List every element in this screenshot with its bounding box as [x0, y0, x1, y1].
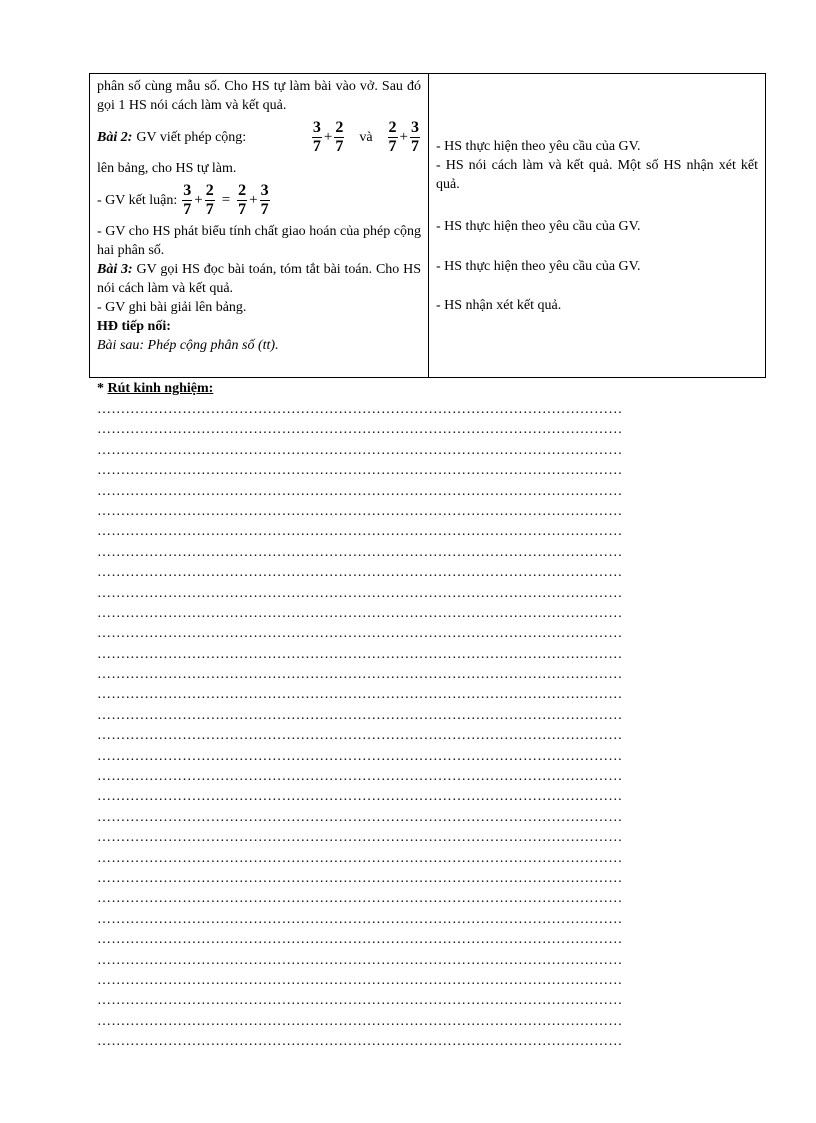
dotted-line: ………………………………………………………………………………………………… [97, 626, 623, 642]
teacher-activities-column [90, 74, 429, 377]
paragraph-board: lên bảng, cho HS tự làm. [97, 161, 237, 176]
dotted-line: ………………………………………………………………………………………………… [97, 748, 623, 764]
dotted-line: ………………………………………………………………………………………………… [97, 769, 623, 785]
plus-sign: + [249, 191, 258, 208]
dotted-line: ………………………………………………………………………………………………… [97, 1013, 623, 1029]
dotted-line: ………………………………………………………………………………………………… [97, 972, 623, 988]
dotted-line: ………………………………………………………………………………………………… [97, 503, 623, 519]
student-activity-5: - HS nhận xét kết quả. [436, 298, 562, 313]
student-activity-1: - HS thực hiện theo yêu cầu của GV. [436, 139, 641, 154]
notes-title [97, 381, 213, 397]
paragraph-intro: phân số cùng mẫu số. Cho HS tự làm bài vào vở. Sau đó gọi 1 HS nói cách làm và kết quả. [97, 79, 421, 113]
next-lesson: Bài sau: Phép cộng phân số (tt). [97, 338, 279, 353]
bai2-text: GV viết phép cộng: [136, 129, 247, 145]
dotted-line: ………………………………………………………………………………………………… [97, 993, 623, 1009]
dotted-line: ………………………………………………………………………………………………… [97, 463, 623, 479]
notes-star: * [97, 381, 104, 396]
dotted-line: ………………………………………………………………………………………………… [97, 809, 623, 825]
fraction-2-7: $\frac{2}{7}$ [388, 118, 397, 155]
dotted-line: ………………………………………………………………………………………………… [97, 442, 623, 458]
plus-sign: + [194, 191, 203, 208]
dotted-line: ………………………………………………………………………………………………… [97, 891, 623, 907]
bai3-label: Bài 3: [97, 262, 133, 277]
dotted-line: ………………………………………………………………………………………………… [97, 932, 623, 948]
dotted-line: ………………………………………………………………………………………………… [97, 870, 623, 886]
fraction-2-7: $\frac{2}{7}$ [335, 118, 344, 155]
dotted-line: ………………………………………………………………………………………………… [97, 667, 623, 683]
dotted-line: ………………………………………………………………………………………………… [97, 585, 623, 601]
paragraph-solution: - GV ghi bài giải lên bảng. [97, 300, 247, 315]
paragraph-property: - GV cho HS phát biểu tính chất giao hoán của phép cộng hai phân số. [97, 224, 421, 258]
dotted-line: ………………………………………………………………………………………………… [97, 789, 623, 805]
student-activity-4: - HS thực hiện theo yêu cầu của GV. [436, 259, 641, 274]
and-word: và [359, 129, 373, 145]
dotted-line: ………………………………………………………………………………………………… [97, 483, 623, 499]
dotted-line: ………………………………………………………………………………………………… [97, 646, 623, 662]
lesson-table [89, 73, 766, 378]
fraction-3-7: $\frac{3}{7}$ [183, 181, 192, 218]
dotted-line: ………………………………………………………………………………………………… [97, 850, 623, 866]
dotted-line: ………………………………………………………………………………………………… [97, 402, 623, 417]
fraction-3-7: $\frac{3}{7}$ [260, 181, 269, 218]
dotted-line: ………………………………………………………………………………………………… [97, 544, 623, 560]
dotted-line: ………………………………………………………………………………………………… [97, 524, 623, 540]
next-activity-title: HĐ tiếp nối: [97, 319, 171, 334]
plus-sign: + [323, 128, 333, 145]
dotted-line: ………………………………………………………………………………………………… [97, 728, 623, 744]
dotted-line: ………………………………………………………………………………………………… [97, 687, 623, 703]
dotted-line: ………………………………………………………………………………………………… [97, 605, 623, 621]
bai3-text: GV gọi HS đọc bài toán, tóm tắt bài toán. Cho HS nói cách làm và kết quả. [97, 262, 422, 296]
student-activities-column [429, 74, 765, 377]
paragraph-bai3 [97, 260, 421, 298]
dotted-line: ………………………………………………………………………………………………… [97, 911, 623, 927]
equals-sign: = [221, 191, 231, 208]
bai2-line [97, 115, 421, 159]
bai2-label: Bài 2: [97, 129, 133, 145]
dotted-line: ………………………………………………………………………………………………… [97, 422, 623, 438]
dotted-line: ………………………………………………………………………………………………… [97, 830, 623, 846]
student-activity-3: - HS thực hiện theo yêu cầu của GV. [436, 219, 641, 234]
notes-title-text: Rút kinh nghiệm: [107, 381, 214, 396]
conclusion-line [97, 178, 421, 222]
plus-sign: + [399, 128, 408, 145]
dotted-line: ………………………………………………………………………………………………… [97, 707, 623, 723]
student-activity-2: - HS nói cách làm và kết quả. Một số HS nhận xét kết quả. [436, 158, 758, 192]
dotted-line: ………………………………………………………………………………………………… [97, 952, 623, 968]
fraction-3-7: $\frac{3}{7}$ [312, 118, 321, 155]
conclusion-label: - GV kết luận: [97, 192, 178, 208]
dotted-line: ………………………………………………………………………………………………… [97, 565, 623, 581]
dotted-lines [97, 400, 747, 1053]
fraction-2-7: $\frac{2}{7}$ [238, 181, 247, 218]
fraction-3-7: $\frac{3}{7}$ [411, 118, 419, 155]
dotted-line: ………………………………………………………………………………………………… [97, 1034, 623, 1050]
fraction-2-7: $\frac{2}{7}$ [205, 181, 214, 218]
